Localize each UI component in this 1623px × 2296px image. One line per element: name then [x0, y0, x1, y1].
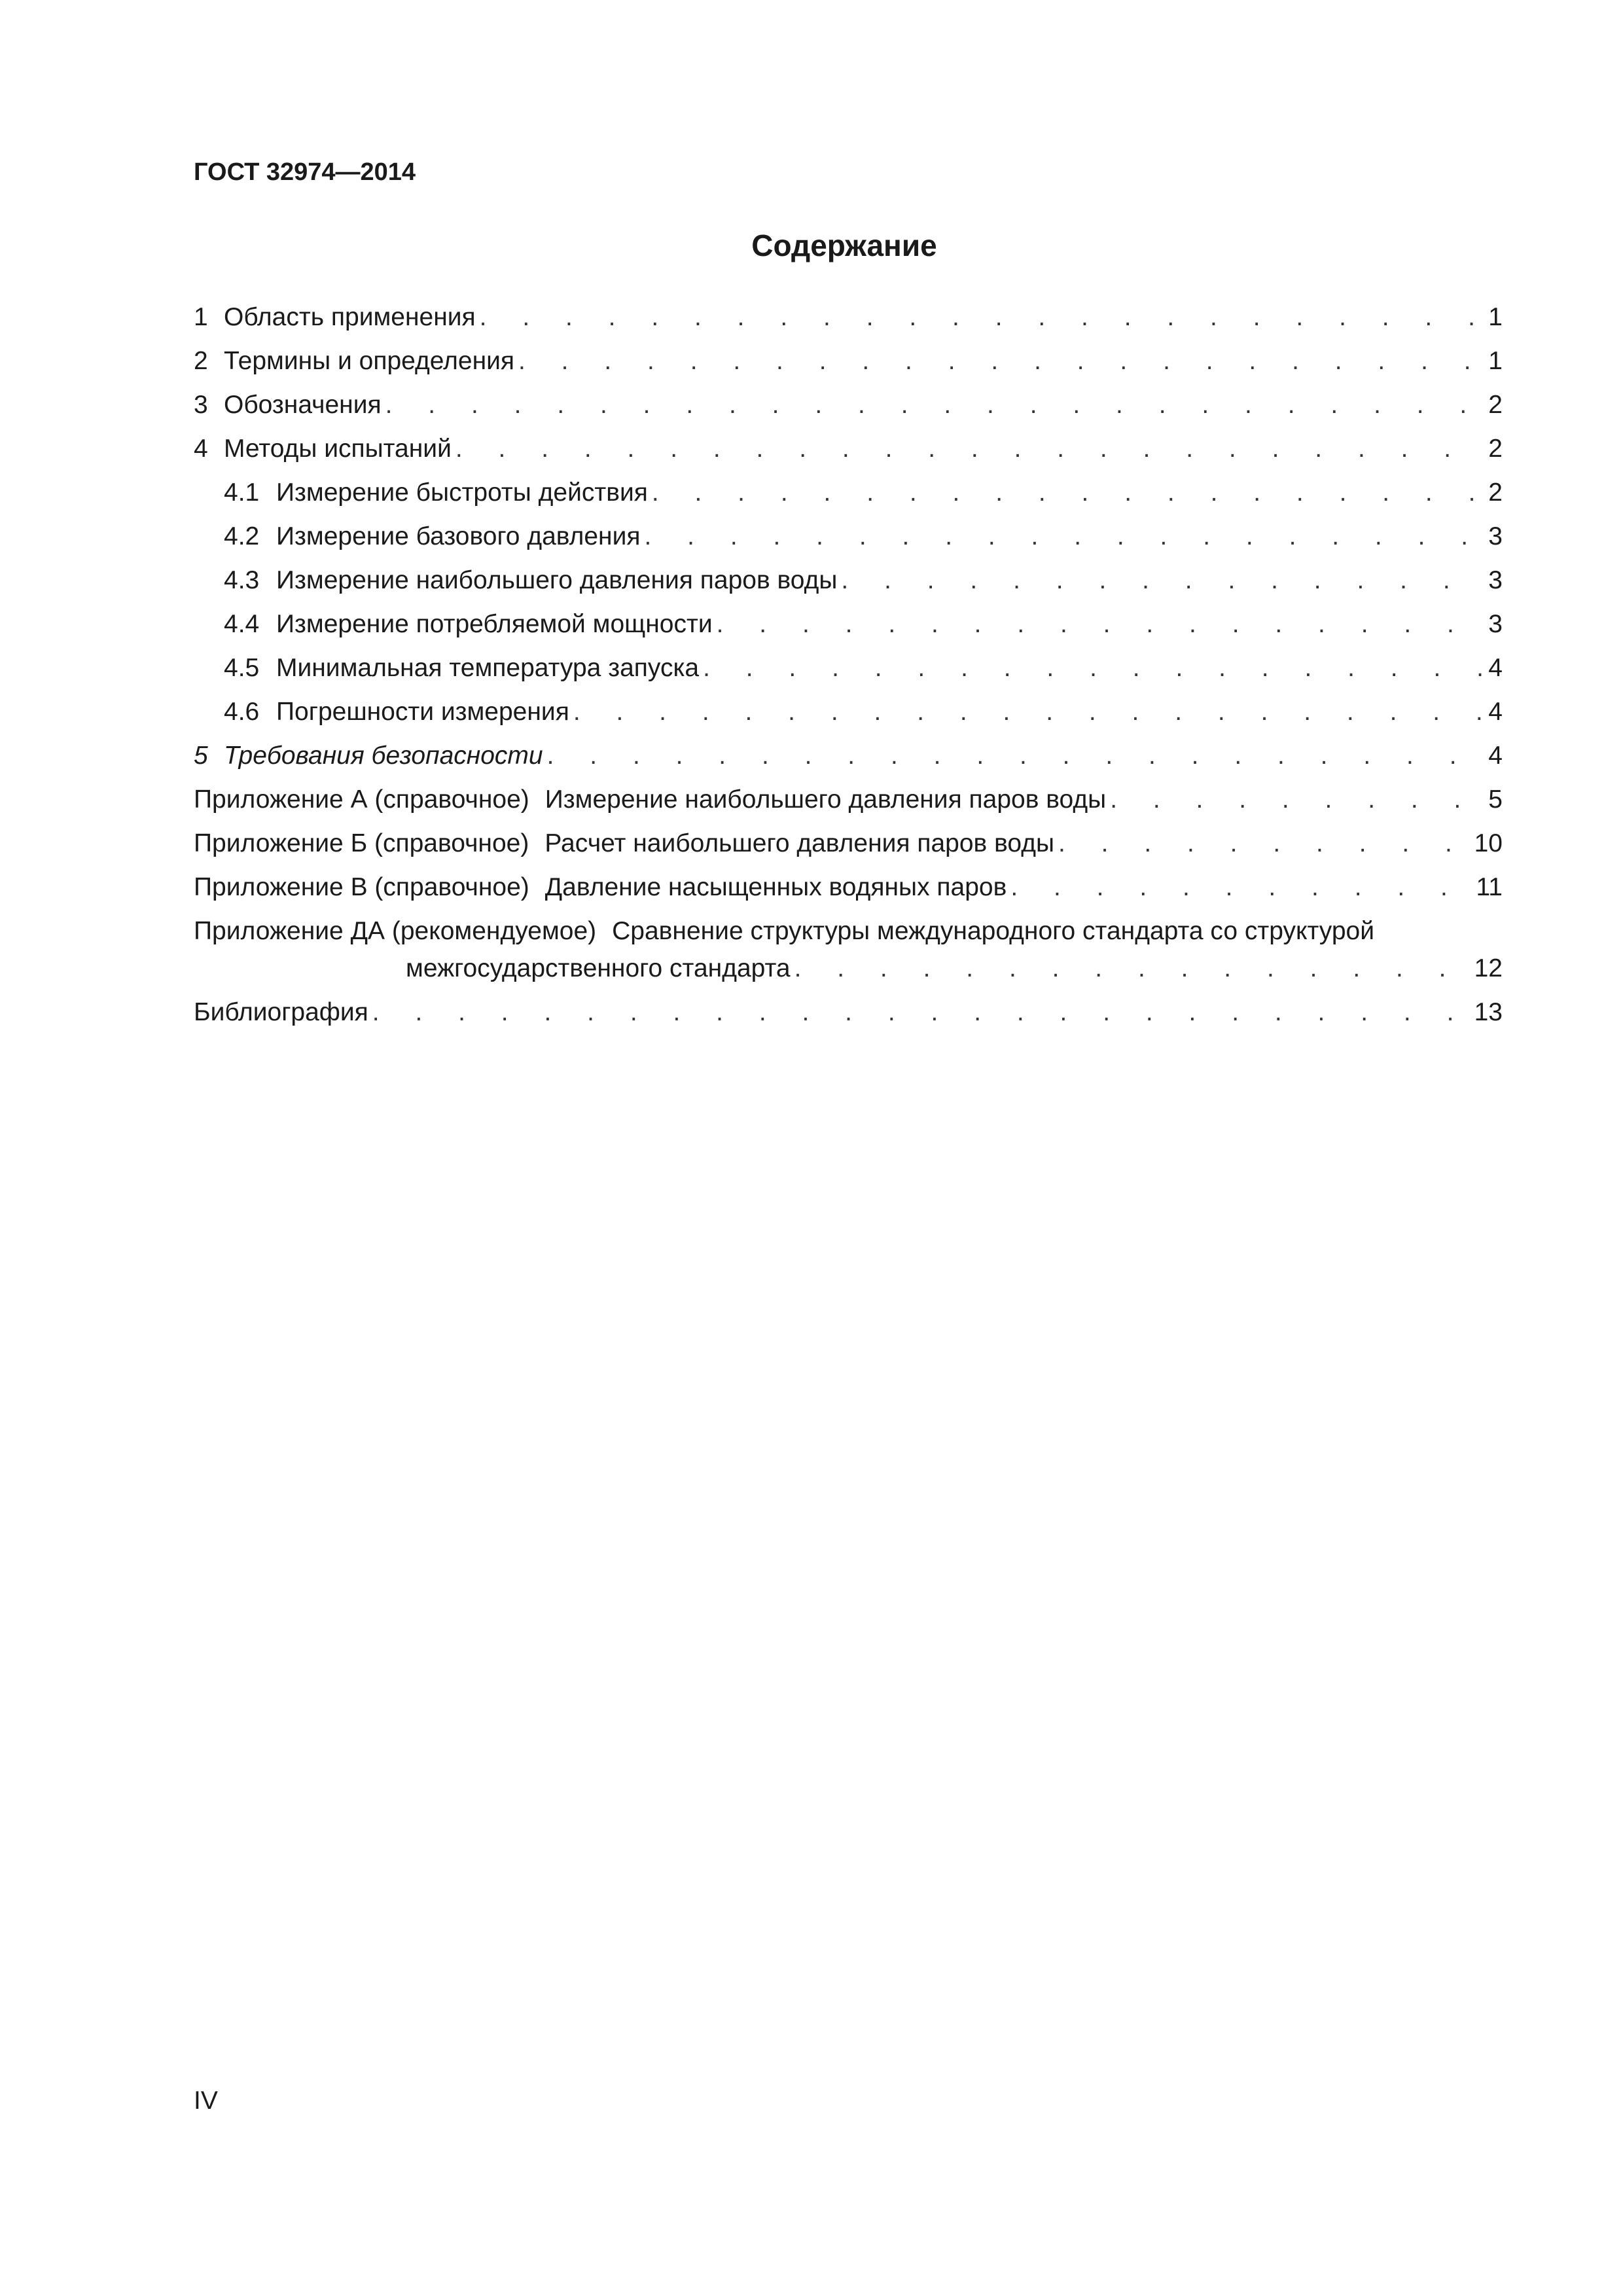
- toc-entry-page: 4: [1488, 742, 1503, 770]
- toc-entry-4-5[interactable]: [224, 652, 1503, 685]
- toc-entry-appendix-b[interactable]: [194, 827, 1503, 860]
- toc-entry-5[interactable]: [194, 740, 1503, 772]
- document-designation: ГОСТ 32974—2014: [194, 158, 416, 186]
- toc-entry-appendix-da[interactable]: [194, 915, 1503, 948]
- toc-entry-page: 3: [1488, 610, 1503, 638]
- toc-entry-label: Термины и определения: [224, 347, 515, 375]
- toc-entry-number: 3: [194, 391, 208, 419]
- toc-entry-number: 4.2: [224, 522, 260, 550]
- toc-entry-number: 5: [194, 742, 208, 770]
- toc-entry-number: 4.6: [224, 698, 260, 726]
- toc-entry-label: Расчет наибольшего давления паров воды: [544, 829, 1054, 857]
- page-number: IV: [194, 2087, 218, 2115]
- toc-entry-label: Требования безопасности: [224, 742, 543, 770]
- toc-leader-dots: [480, 301, 1482, 334]
- toc-leader-dots: [547, 740, 1482, 772]
- toc-leader-dots: [372, 996, 1469, 1029]
- toc-entry-label: Библиография: [194, 998, 368, 1026]
- toc-entry-page: 12: [1474, 954, 1503, 982]
- toc-entry-page: 1: [1488, 347, 1503, 375]
- toc-entry-page: 1: [1488, 303, 1503, 331]
- toc-entry-appendix-da-continuation[interactable]: [406, 952, 1503, 985]
- toc-leader-dots: [518, 345, 1482, 378]
- toc-entry-4-1[interactable]: [224, 476, 1503, 509]
- toc-leader-dots: [455, 433, 1482, 465]
- toc-entry-label: Измерение базового давления: [276, 522, 641, 550]
- toc-entry-bibliography[interactable]: [194, 996, 1503, 1029]
- toc-entry-appendix-v[interactable]: [194, 871, 1503, 904]
- toc-entry-page: 4: [1488, 698, 1503, 726]
- toc-entry-3[interactable]: [194, 389, 1503, 422]
- toc-entry-label: Измерение наибольшего давления паров воды: [544, 785, 1107, 814]
- toc-entry-label: Область применения: [224, 303, 476, 331]
- toc-entry-number: 4.1: [224, 478, 260, 507]
- toc-entry-page: 3: [1488, 522, 1503, 550]
- toc-entry-4-6[interactable]: [224, 696, 1503, 728]
- toc-entry-label: Сравнение структуры международного стандарта со структурой: [612, 917, 1375, 945]
- toc-entry-label: Погрешности измерения: [276, 698, 569, 726]
- toc-entry-page: 2: [1488, 435, 1503, 463]
- toc-entry-label: Измерение потребляемой мощности: [276, 610, 713, 638]
- contents-title: Содержание: [751, 228, 937, 262]
- toc-entry-4-4[interactable]: [224, 608, 1503, 641]
- toc-entry-page: 11: [1476, 873, 1503, 901]
- toc-entry-number: 4: [194, 435, 208, 463]
- toc-entry-page: 2: [1488, 478, 1503, 507]
- toc-entry-4[interactable]: [194, 433, 1503, 465]
- toc-entry-page: 5: [1488, 785, 1503, 814]
- toc-entry-number: 4.5: [224, 654, 260, 682]
- toc-entry-label-continuation: межгосударственного стандарта: [406, 954, 791, 982]
- toc-entry-page: 2: [1488, 391, 1503, 419]
- toc-entry-4-2[interactable]: [224, 520, 1503, 553]
- toc-entry-label: Методы испытаний: [224, 435, 452, 463]
- toc-leader-dots: [573, 696, 1482, 728]
- toc-entry-1[interactable]: [194, 301, 1503, 334]
- toc-entry-2[interactable]: [194, 345, 1503, 378]
- toc-leader-dots: [652, 476, 1482, 509]
- toc-entry-number: 2: [194, 347, 208, 375]
- toc-appendix-designation: Приложение ДА (рекомендуемое): [194, 917, 597, 945]
- toc-entry-4-3[interactable]: [224, 564, 1503, 597]
- toc-leader-dots: [1010, 871, 1471, 904]
- toc-entry-number: 4.4: [224, 610, 260, 638]
- toc-leader-dots: [841, 564, 1482, 597]
- toc-leader-dots: [794, 952, 1469, 985]
- toc-entry-label: Измерение наибольшего давления паров воды: [276, 566, 838, 594]
- toc-appendix-designation: Приложение Б (справочное): [194, 829, 529, 857]
- toc-leader-dots: [703, 652, 1482, 685]
- toc-entry-page: 10: [1474, 829, 1503, 857]
- toc-entry-page: 13: [1474, 998, 1503, 1026]
- toc-appendix-designation: Приложение В (справочное): [194, 873, 529, 901]
- toc-leader-dots: [385, 389, 1482, 422]
- toc-entry-number: 1: [194, 303, 208, 331]
- toc-leader-dots: [717, 608, 1482, 641]
- toc-entry-label: Давление насыщенных водяных паров: [544, 873, 1007, 901]
- toc-entry-page: 4: [1488, 654, 1503, 682]
- toc-appendix-designation: Приложение А (справочное): [194, 785, 529, 814]
- toc-entry-appendix-a[interactable]: [194, 783, 1503, 816]
- toc-entry-page: 3: [1488, 566, 1503, 594]
- toc-leader-dots: [1058, 827, 1469, 860]
- toc-entry-label: Обозначения: [224, 391, 382, 419]
- toc-leader-dots: [1110, 783, 1482, 816]
- toc-leader-dots: [645, 520, 1482, 553]
- toc-entry-label: Измерение быстроты действия: [276, 478, 648, 507]
- toc-entry-label: Минимальная температура запуска: [276, 654, 700, 682]
- toc-entry-number: 4.3: [224, 566, 260, 594]
